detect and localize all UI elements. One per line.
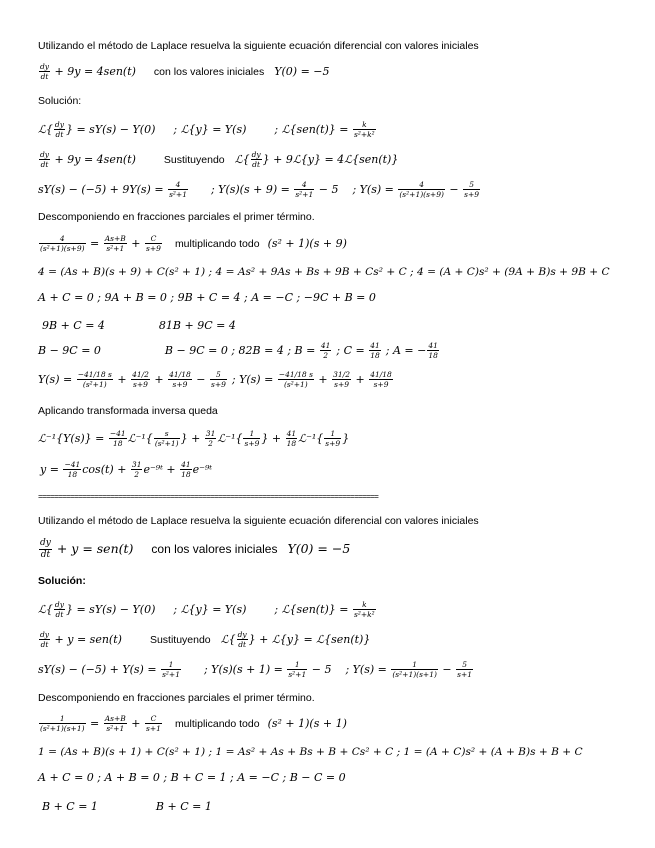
p1-expansion: 4 = (As + B)(s + 9) + C(s² + 1) ; 4 = As² + 9As + Bs + 9B + Cs² + C ; 4 = (A + C)s² + (9A + B)s + 9B + C — [38, 266, 610, 278]
p2-partial-fractions: $\frac{1}{\text{(s²+1)(s+1)}}$ = $\frac{As+B}{\text{s²+1}}$ + $\frac{C}{s+1}$ multiplicando todo (s² + 1)(s + 1) — [40, 714, 347, 733]
p2-statement: Utilizando el método de Laplace resuelva la siguiente ecuación diferencial con valores iniciales — [38, 515, 479, 527]
p1-dydt-fraction: $\frac{dy}{dt}$ — [40, 62, 50, 81]
p1-ys-expression: Y(s) = $\frac{-41/18 s}{\text{(s²+1)}}$ + $\frac{41/2}{s+9}$ + $\frac{41/18}{s+9}$ − $\frac{5}{s+9}$ ; Y(s) = $\frac{-41/18 s}{\text{(s²+1)}}$ + $\frac{31/2}{s+9}$ + $\frac{41/18}{s+9}$ — [38, 370, 392, 389]
p1-substitution: $\frac{dy}{dt}$ + 9y = 4sen(t) Sustituyendo ℒ{ $\frac{dy}{dt}$ } + 9ℒ{y} = 4ℒ{sen(t)} — [40, 150, 399, 169]
p2-substitution: $\frac{dy}{dt}$ + y = sen(t) Sustituyendo ℒ{ $\frac{dy}{dt}$ } + ℒ{y} = ℒ{sen(t)} — [40, 630, 371, 649]
p1-transformed: sY(s) − (−5) + 9Y(s) = $\frac{4}{\text{s²+1}}$ ; Y(s)(s + 9) = $\frac{4}{\text{s²+1}}$ − 5 ; Y(s) = $\frac{4}{\text{(s²+1)(s+9)}}$ − $\frac{5}{s+9}$ — [38, 180, 480, 199]
p1-statement: Utilizando el método de Laplace resuelva la siguiente ecuación diferencial con valores iniciales — [38, 40, 479, 52]
p2-system-2: B + C = 1 B + C = 1 — [42, 800, 212, 813]
p2-laplace-properties: ℒ{ $\frac{dy}{dt}$ } = sY(s) − Y(0) ; ℒ{y} = Y(s) ; ℒ{sen(t)} = $\frac{k}{\text{s²+k²}}$ — [38, 600, 375, 619]
p1-laplace-properties: ℒ{ $\frac{dy}{dt}$ } = sY(s) − Y(0) ; ℒ{y} = Y(s) ; ℒ{sen(t)} = $\frac{k}{\text{s²+k²}}$ — [38, 120, 375, 139]
p2-expansion: 1 = (As + B)(s + 1) + C(s² + 1) ; 1 = As² + As + Bs + B + Cs² + C ; 1 = (A + C)s² + (A + B)s + B + C — [38, 746, 583, 758]
p1-solution-label: Solución: — [38, 95, 82, 107]
p2-solution-label: Solución: — [38, 575, 86, 587]
p2-transformed: sY(s) − (−5) + Y(s) = $\frac{1}{\text{s²+1}}$ ; Y(s)(s + 1) = $\frac{1}{\text{s²+1}}$ − 5 ; Y(s) = $\frac{1}{\text{(s²+1)(s+1)}}$ − $\frac{5}{s+1}$ — [38, 660, 473, 679]
p1-system: A + C = 0 ; 9A + B = 0 ; 9B + C = 4 ; A = −C ; −9C + B = 0 — [38, 291, 376, 304]
p1-partial-label: Descomponiendo en fracciones parciales el primer término. — [38, 211, 315, 223]
p2-system: A + C = 0 ; A + B = 0 ; B + C = 1 ; A = −C ; B − C = 0 — [38, 771, 346, 784]
p1-partial-fractions: $\frac{4}{\text{(s²+1)(s+9)}}$ = $\frac{As+B}{\text{s²+1}}$ + $\frac{C}{s+9}$ multiplicando todo (s² + 1)(s + 9) — [40, 234, 347, 253]
p2-equation: $\frac{dy}{dt}$ + y = sen(t) con los valores iniciales Y(0) = −5 — [40, 538, 351, 560]
p1-system-3: B − 9C = 0 B − 9C = 0 ; 82B = 4 ; B = $\frac{41}{2}$ ; C = $\frac{41}{18}$ ; A = − $\frac{41}{18}$ — [38, 341, 438, 360]
p1-inverse-label: Aplicando transformada inversa queda — [38, 405, 218, 417]
p1-answer: y = $\frac{-41}{18}$ cos(t) + $\frac{31}{2}$ e⁻⁹ᵗ + $\frac{41}{18}$ e⁻⁹ᵗ — [40, 460, 213, 479]
p1-system-2: 9B + C = 4 81B + 9C = 4 — [42, 319, 236, 332]
section-separator: ===================================================================================== — [38, 493, 379, 502]
p1-equation: $\frac{dy}{dt}$ + 9y = 4sen(t) con los valores iniciales Y(0) = −5 — [40, 62, 330, 81]
p2-partial-label: Descomponiendo en fracciones parciales el primer término. — [38, 692, 315, 704]
p1-inverse-transform: ℒ⁻¹{Y(s)} = $\frac{-41}{18}$ ℒ⁻¹{ $\frac{s}{\text{(s²+1)}}$ } + $\frac{31}{2}$ ℒ⁻¹{ $\frac{1}{s+9}$ } + $\frac{41}{18}$ ℒ⁻¹{ $\frac{1}{s+9}$ } — [38, 429, 350, 448]
